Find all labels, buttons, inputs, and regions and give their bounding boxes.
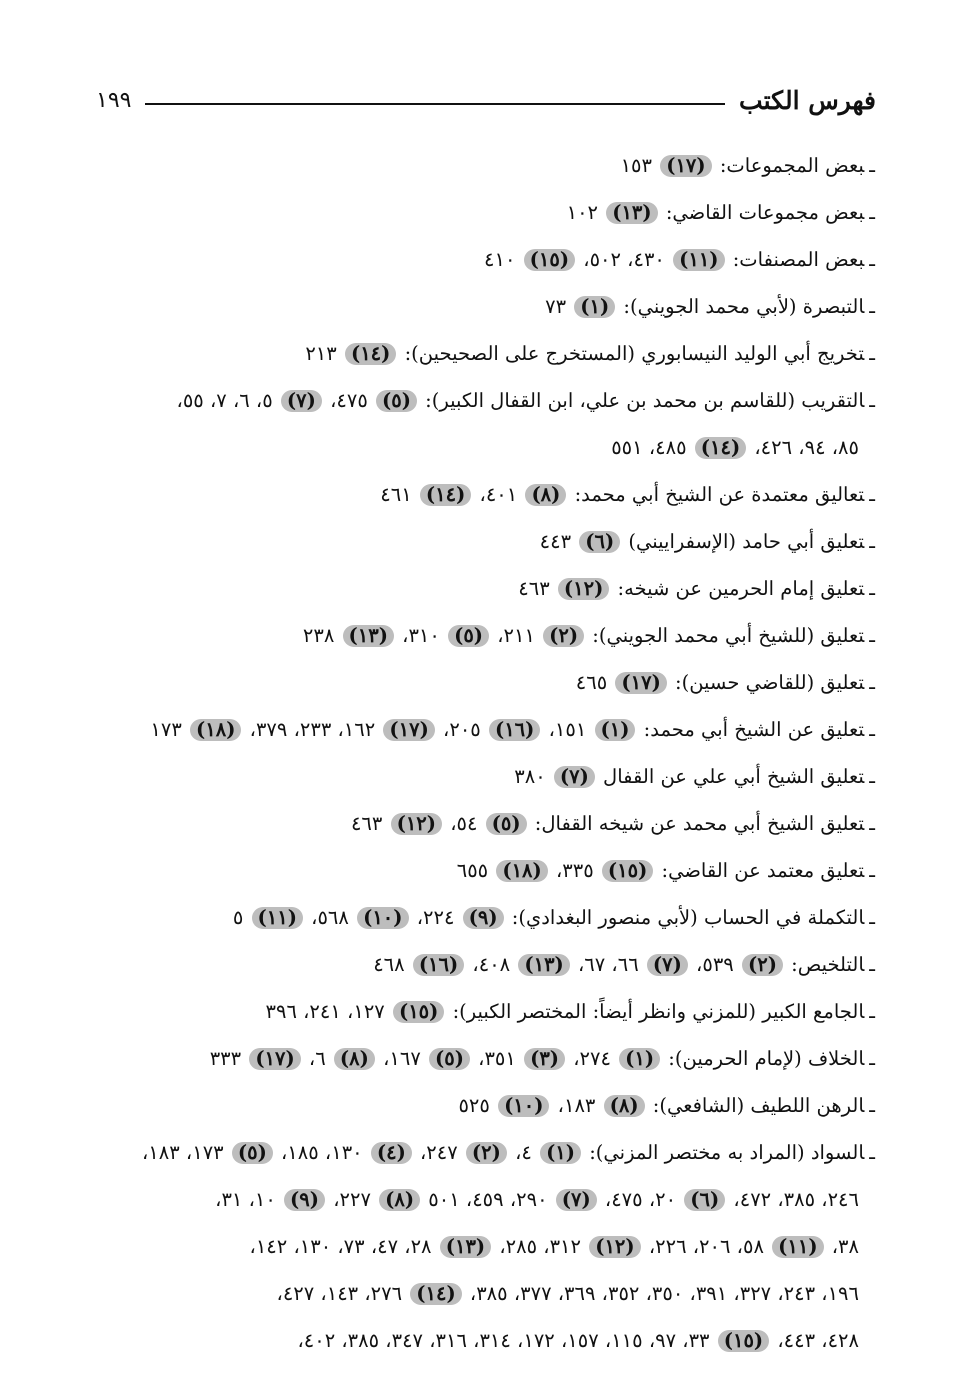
entry-text: تعليق عن الشيخ أبي محمد: — [637, 718, 865, 741]
index-entry — [80, 753, 875, 800]
index-entry — [80, 236, 875, 283]
index-entry — [80, 330, 875, 377]
entry-text: تعليق (للقاضي حسين): — [668, 671, 865, 694]
entry-text: تعليق الشيخ أبي محمد عن شيخه القفال: — [528, 812, 865, 835]
entry-text: ٢٩٠، ٤٥٩، ٥٠١ — [422, 1188, 554, 1211]
volume-badge: ( ١٦ ) — [489, 719, 540, 741]
entry-text: بعض مجموعات القاضي: — [659, 201, 865, 224]
entry-dash: ـ — [869, 483, 875, 506]
entry-text: ٤٦٣ — [518, 577, 556, 600]
volume-badge: ( ١٠ ) — [357, 907, 408, 929]
entry-text: ٣٣٣ — [209, 1047, 248, 1070]
entry-text: ١٥١، — [542, 718, 593, 741]
entry-text: ٣٨٠ — [514, 765, 552, 788]
volume-badge: ( ١٢ ) — [558, 578, 609, 600]
index-entry — [80, 189, 875, 236]
entry-dash: ـ — [869, 906, 875, 929]
index-entry — [80, 800, 875, 847]
entry-text: ٣٨، — [825, 1235, 859, 1258]
entry-text: ٤٦٣ — [350, 812, 389, 835]
volume-badge: ( ١٣ ) — [440, 1236, 491, 1258]
entry-text: تعليق (للشيخ أبي محمد الجويني): — [586, 624, 865, 647]
index-entry — [80, 1129, 875, 1176]
volume-badge: ( ٥ ) — [448, 625, 489, 647]
entry-text: ٤، — [508, 1141, 539, 1164]
index-entry — [80, 565, 875, 612]
index-entry-continuation — [80, 1317, 875, 1364]
entry-text: ٥٦٨، — [304, 906, 356, 929]
entry-text: ٣٣٥، — [549, 859, 600, 882]
volume-badge: ( ١٦ ) — [413, 954, 464, 976]
entry-dash: ـ — [869, 248, 875, 271]
entry-dash: ـ — [869, 953, 875, 976]
index-entry-continuation — [80, 1176, 875, 1223]
entry-text: ٤١٠ — [484, 248, 522, 271]
volume-badge: ( ٧ ) — [556, 1189, 597, 1211]
entry-text: ٤٤٣ — [539, 530, 578, 553]
volume-badge: ( ٥ ) — [232, 1142, 273, 1164]
entry-dash: ـ — [869, 342, 875, 365]
entry-dash: ـ — [869, 624, 875, 647]
entry-text: ٤٢٨، ٤٤٣، — [771, 1329, 859, 1352]
index-entry — [80, 659, 875, 706]
entry-text: ١٩٦، ٢٤٣، ٣٢٧، ٣٩١، ٣٥٠، ٣٥٢، ٣٦٩، ٣٧٧، ٣٨٥، — [463, 1282, 859, 1305]
entry-text: ٧٣ — [545, 295, 573, 318]
entry-text: ٣١٢، ٢٨٥، — [493, 1235, 588, 1258]
entry-text: ٤٧٥، — [323, 389, 374, 412]
entry-text: ٤٣٠، ٥٠٢، — [577, 248, 672, 271]
entry-text: ٢٤٧، — [413, 1141, 464, 1164]
index-entry — [80, 1082, 875, 1129]
volume-badge: ( ٦ ) — [579, 531, 620, 553]
entry-dash: ـ — [869, 295, 875, 318]
entry-text: ٢٢٤، — [410, 906, 461, 929]
entry-dash: ـ — [869, 1141, 875, 1164]
volume-badge: ( ٥ ) — [376, 390, 417, 412]
entry-dash: ـ — [869, 1094, 875, 1117]
index-entry-continuation — [80, 1270, 875, 1317]
entry-text: ٢٢٧، — [327, 1188, 378, 1211]
entry-text: تعليق الشيخ أبي علي عن القفال — [596, 765, 865, 788]
entry-text: ٤٠١، — [473, 483, 524, 506]
entry-dash: ـ — [869, 1047, 875, 1070]
volume-badge: ( ٢ ) — [466, 1142, 507, 1164]
entry-text: ٣٣، ٩٧، ١١٥، ١٥٧، ١٧٢، ٣١٤، ٣١٦، ٣٤٧، ٣٨٥، ٤٠٢، — [297, 1329, 716, 1352]
volume-badge: ( ١٧ ) — [383, 719, 434, 741]
header-rule — [145, 103, 725, 105]
entry-text: ٥٤، — [444, 812, 484, 835]
volume-badge: ( ١٤ ) — [695, 437, 746, 459]
volume-badge: ( ١٧ ) — [249, 1048, 300, 1070]
entry-text: ٤٦٨ — [373, 953, 411, 976]
entry-dash: ـ — [869, 812, 875, 835]
entry-text: ٦، — [302, 1047, 332, 1070]
entry-text: ٤٦٥ — [575, 671, 614, 694]
volume-badge: ( ٥ ) — [429, 1048, 470, 1070]
entry-text: ٤٠٨، — [466, 953, 517, 976]
volume-badge: ( ١٣ ) — [606, 202, 657, 224]
entry-text: ١٠٢ — [566, 201, 605, 224]
volume-badge: ( ١٢ ) — [391, 813, 442, 835]
volume-badge: ( ٢ ) — [742, 954, 783, 976]
entry-text: ١٧٣ — [150, 718, 189, 741]
entry-text: ٢٠٥، — [436, 718, 487, 741]
entry-text: ٥، ٦، ٧، ٥٥، — [176, 389, 279, 412]
entry-text: التلخيص: — [784, 953, 865, 976]
entry-text: ٥٢٥ — [458, 1094, 497, 1117]
entry-text: ١٥٣ — [620, 154, 659, 177]
page-header — [96, 80, 876, 120]
volume-badge: ( ١٥ ) — [393, 1001, 444, 1023]
entry-text: ٤٦١ — [380, 483, 418, 506]
entry-text: ٨٥، ٩٤، ٤٢٦، — [748, 436, 859, 459]
entry-dash: ـ — [869, 154, 875, 177]
index-entry — [80, 1035, 875, 1082]
entry-dash: ـ — [869, 577, 875, 600]
volume-badge: ( ٤ ) — [371, 1142, 412, 1164]
index-entry-continuation — [80, 424, 875, 471]
entry-text: ٢١٣ — [305, 342, 343, 365]
volume-badge: ( ١٤ ) — [420, 484, 471, 506]
index-entry — [80, 518, 875, 565]
index-title: فهرس الكتب — [739, 85, 876, 115]
entry-text: التكملة في الحساب (لأبي منصور البغدادي): — [505, 906, 865, 929]
entry-text: ٢٠، ٤٧٥، — [598, 1188, 683, 1211]
entry-text: تعليق أبي حامد (الإسفراييني) — [622, 530, 865, 553]
entry-text: بعض المجموعات: — [713, 154, 865, 177]
entry-dash: ـ — [869, 859, 875, 882]
volume-badge: ( ١٣ ) — [343, 625, 394, 647]
entry-text: تعاليق معتمدة عن الشيخ أبي محمد: — [568, 483, 865, 506]
entry-text: ٤٨٥، ٥٥١ — [611, 436, 693, 459]
entry-dash: ـ — [869, 201, 875, 224]
volume-badge: ( ١ ) — [595, 719, 636, 741]
volume-badge: ( ١٧ ) — [660, 155, 711, 177]
volume-badge: ( ١١ ) — [673, 249, 724, 271]
index-entry — [80, 988, 875, 1035]
entry-text: ٢١١، — [491, 624, 542, 647]
volume-badge: ( ٦ ) — [684, 1189, 725, 1211]
entry-dash: ـ — [869, 718, 875, 741]
volume-badge: ( ١٠ ) — [498, 1095, 549, 1117]
entry-dash: ـ — [869, 1000, 875, 1023]
volume-badge: ( ٧ ) — [554, 766, 595, 788]
entry-text: ١٦٧، — [376, 1047, 427, 1070]
entry-text: تعليق إمام الحرمين عن شيخه: — [611, 577, 865, 600]
volume-badge: ( ٢ ) — [543, 625, 584, 647]
index-entry — [80, 894, 875, 941]
index-entry — [80, 471, 875, 518]
page-number: ١٩٩ — [96, 87, 132, 113]
book-index-list — [80, 142, 875, 1364]
entry-text: ٦٦، ٦٧، — [571, 953, 645, 976]
entry-dash: ـ — [869, 389, 875, 412]
volume-badge: ( ١١ ) — [252, 907, 303, 929]
volume-badge: ( ١٨ ) — [190, 719, 241, 741]
entry-text: ٢٧٤، — [567, 1047, 618, 1070]
entry-text: ١٨٣، — [551, 1094, 602, 1117]
volume-badge: ( ١٣ ) — [518, 954, 569, 976]
volume-badge: ( ٣ ) — [524, 1048, 565, 1070]
volume-badge: ( ١٤ ) — [410, 1283, 461, 1305]
index-entry — [80, 142, 875, 189]
entry-dash: ـ — [869, 765, 875, 788]
entry-text: ٥٨، ٢٠٦، ٢٢٦، — [642, 1235, 771, 1258]
entry-dash: ـ — [869, 530, 875, 553]
entry-text: تخريج أبي الوليد النيسابوري (المستخرج على الصحيحين): — [398, 342, 865, 365]
entry-text: ٣٥١، — [471, 1047, 523, 1070]
entry-text: ٦٥٥ — [456, 859, 495, 882]
entry-text: ٥٣٩، — [689, 953, 740, 976]
index-entry — [80, 941, 875, 988]
volume-badge: ( ٩ ) — [463, 907, 504, 929]
index-entry — [80, 706, 875, 753]
volume-badge: ( ١ ) — [540, 1142, 581, 1164]
volume-badge: ( ٨ ) — [379, 1189, 420, 1211]
entry-text: ١٠، ٣١، — [215, 1188, 283, 1211]
entry-text: الجامع الكبير (للمزني وانظر أيضاً: المختصر الكبير): — [446, 1000, 865, 1023]
volume-badge: ( ٨ ) — [334, 1048, 375, 1070]
entry-text: ٢٣٨ — [302, 624, 341, 647]
entry-text: ١٦٢، ٢٣٣، ٣٧٩، — [243, 718, 382, 741]
entry-text: الرهن اللطيف (الشافعي): — [646, 1094, 865, 1117]
volume-badge: ( ١ ) — [574, 296, 615, 318]
entry-text: بعض المصنفات: — [726, 248, 865, 271]
entry-text: ١٧٣، ١٨٣، — [142, 1141, 230, 1164]
volume-badge: ( ٨ ) — [525, 484, 566, 506]
volume-badge: ( ١٢ ) — [589, 1236, 640, 1258]
volume-badge: ( ٧ ) — [647, 954, 688, 976]
volume-badge: ( ١١ ) — [772, 1236, 823, 1258]
entry-text: الخلاف (لإمام الحرمين): — [662, 1047, 865, 1070]
volume-badge: ( ٨ ) — [604, 1095, 645, 1117]
index-entry-continuation — [80, 1223, 875, 1270]
volume-badge: ( ٧ ) — [281, 390, 322, 412]
volume-badge: ( ١٨ ) — [496, 860, 547, 882]
index-entry — [80, 283, 875, 330]
entry-text: ٢٤٦، ٣٨٥، ٤٧٢، — [727, 1188, 859, 1211]
entry-text: ٢٨، ٤٧، ٧٣، ١٣٠، ١٤٢، — [249, 1235, 438, 1258]
index-entry — [80, 612, 875, 659]
volume-badge: ( ١٧ ) — [615, 672, 666, 694]
volume-badge: ( ١٥ ) — [718, 1330, 769, 1352]
entry-text: ١٣٠، ١٨٥، — [274, 1141, 369, 1164]
volume-badge: ( ١٥ ) — [602, 860, 653, 882]
entry-text: ١٢٧، ٢٤١، ٣٩٦ — [265, 1000, 391, 1023]
entry-dash: ـ — [869, 671, 875, 694]
entry-text: التبصرة (لأبي محمد الجويني): — [617, 295, 865, 318]
volume-badge: ( ١ ) — [619, 1048, 660, 1070]
entry-text: السواد (المراد به مختصر المزني): — [583, 1141, 865, 1164]
entry-text: التقريب (للقاسم بن محمد بن علي، ابن القفال الكبير): — [418, 389, 865, 412]
entry-text: تعليق معتمد عن القاضي: — [655, 859, 865, 882]
entry-text: ٢٧٦، ١٤٣، ٤٢٧، — [276, 1282, 409, 1305]
volume-badge: ( ١٤ ) — [345, 343, 396, 365]
entry-text: ٣١٠، — [395, 624, 447, 647]
volume-badge: ( ٥ ) — [486, 813, 527, 835]
volume-badge: ( ٩ ) — [284, 1189, 325, 1211]
index-entry — [80, 847, 875, 894]
volume-badge: ( ١٥ ) — [524, 249, 575, 271]
entry-text: ٥ — [232, 906, 250, 929]
index-entry — [80, 377, 875, 424]
